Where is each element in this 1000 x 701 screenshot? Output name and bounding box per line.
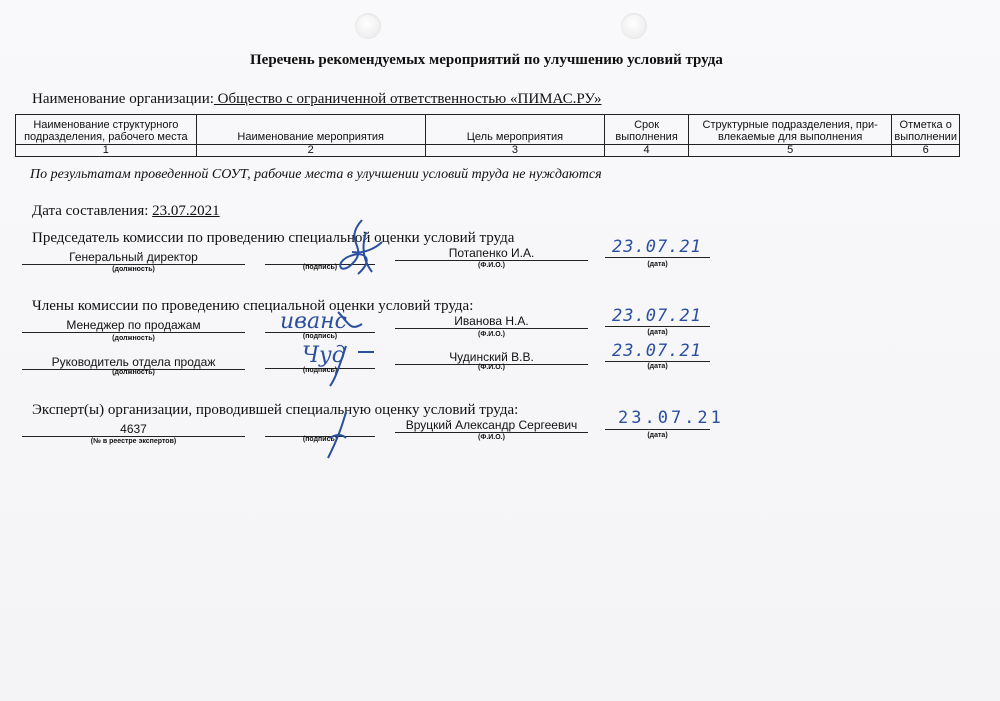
compilation-date-label: Дата составления: — [32, 203, 149, 219]
caption-signature: (подпись) — [302, 436, 338, 443]
expert-handwritten-date: 23.07.21 — [618, 408, 724, 428]
table-number-cell: 5 — [688, 145, 891, 157]
expert-heading: Эксперт(ы) организации, проводившей специальную оценку условий труда: — [32, 402, 519, 418]
caption-position: (должность) — [112, 335, 155, 342]
caption-signature: (подпись) — [302, 333, 338, 340]
organization-line — [32, 90, 602, 108]
caption-date: (дата) — [647, 329, 668, 336]
caption-date: (дата) — [647, 432, 668, 439]
caption-position: (должность) — [112, 369, 155, 376]
member-position: Руководитель отдела продаж — [22, 355, 245, 370]
expert-date-line — [605, 428, 710, 430]
members-heading: Члены комиссии по проведению специальной оценки условий труда: — [32, 298, 474, 314]
caption-registry: (№ в реестре экспертов) — [90, 438, 177, 445]
punch-hole-left — [355, 13, 381, 39]
table-number-cell: 6 — [892, 145, 960, 157]
measures-table — [15, 114, 960, 157]
member-handwritten-date: 23.07.21 — [612, 341, 702, 361]
table-header-cell: Структурные подразделения, при-влекаемые для выполнения — [688, 115, 891, 145]
member-signature — [278, 302, 378, 342]
table-header-cell: Срок выполнения — [605, 115, 689, 145]
punch-hole-right — [621, 13, 647, 39]
chairman-fio: Потапенко И.А. — [395, 246, 588, 261]
table-number-row — [16, 145, 960, 157]
chairman-heading: Председатель комиссии по проведению специальной оценки условий труда — [32, 230, 515, 246]
member-handwritten-date: 23.07.21 — [612, 306, 702, 326]
caption-signature: (подпись) — [302, 367, 338, 374]
table-header-cell: Наименование структурного подразделения, рабочего места — [16, 115, 197, 145]
caption-position: (должность) — [112, 266, 155, 273]
expert-signature — [316, 408, 356, 464]
table-number-cell: 1 — [16, 145, 197, 157]
expert-fio: Вруцкий Александр Сергеевич — [395, 418, 588, 433]
member-fio: Чудинский В.В. — [395, 350, 588, 365]
organization-name: Общество с ограниченной ответственностью «ПИМАС.РУ» — [213, 91, 602, 107]
caption-fio: (Ф.И.О.) — [478, 364, 505, 371]
organization-label: Наименование организации: — [32, 91, 214, 107]
caption-fio: (Ф.И.О.) — [478, 331, 505, 338]
caption-date: (дата) — [647, 261, 668, 268]
chairman-signature — [322, 212, 392, 282]
table-number-cell: 3 — [425, 145, 605, 157]
member-signature — [300, 338, 390, 390]
caption-fio: (Ф.И.О.) — [478, 434, 505, 441]
member-fio: Иванова Н.А. — [395, 314, 588, 329]
caption-date: (дата) — [647, 363, 668, 370]
table-header-row — [16, 115, 960, 145]
compilation-date-value: 23.07.2021 — [152, 203, 220, 219]
table-header-cell: Отметка о выполнении — [892, 115, 960, 145]
caption-fio: (Ф.И.О.) — [478, 262, 505, 269]
member-position: Менеджер по продажам — [22, 318, 245, 333]
conclusion-note: По результатам проведенной СОУТ, рабочие места в улучшении условий труда не нуждаются — [30, 167, 602, 182]
chairman-position: Генеральный директор — [22, 250, 245, 265]
table-number-cell: 2 — [196, 145, 425, 157]
compilation-date-line — [32, 203, 220, 220]
table-number-cell: 4 — [605, 145, 689, 157]
table-header-cell: Цель мероприятия — [425, 115, 605, 145]
document-title: Перечень рекомендуемых мероприятий по улучшению условий труда — [250, 52, 723, 68]
expert-registry-number: 4637 — [22, 422, 245, 437]
caption-signature: (подпись) — [302, 264, 338, 271]
member-signature-text: Чуд — [302, 343, 346, 368]
chairman-handwritten-date: 23.07.21 — [612, 237, 702, 257]
member-signature-text: иванс — [280, 309, 347, 334]
table-header-cell: Наименование мероприятия — [196, 115, 425, 145]
